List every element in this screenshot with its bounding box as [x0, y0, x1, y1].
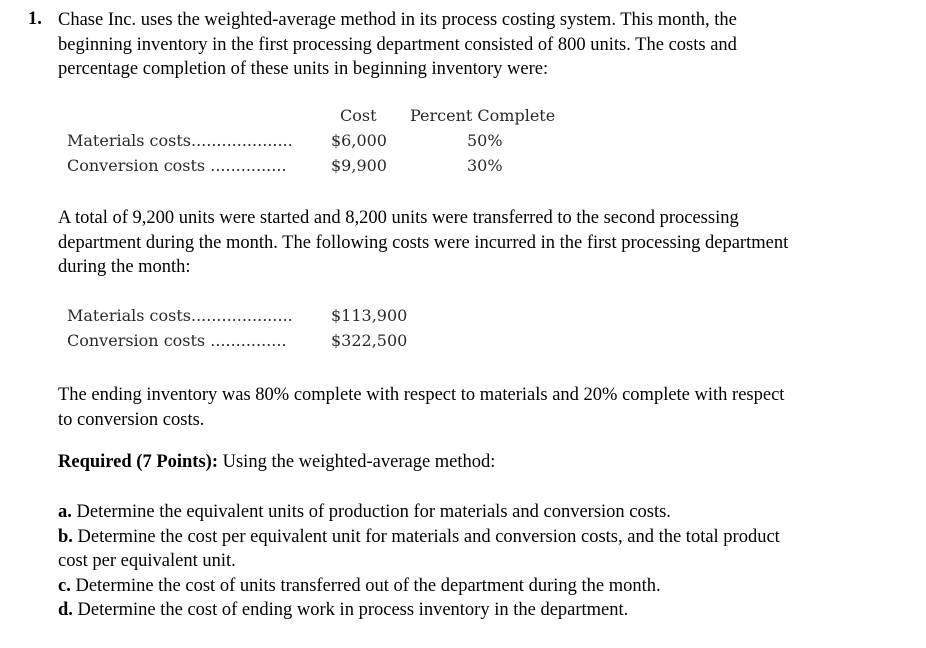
ending-line: to conversion costs. [58, 409, 205, 430]
col-header-cost: Cost [340, 106, 377, 125]
question-number: 1. [28, 9, 42, 29]
row-label-text: Materials costs [67, 131, 191, 150]
col-header-percent-complete: Percent Complete [410, 106, 556, 125]
ending-paragraph [58, 383, 784, 432]
task-text: Determine the cost of units transferred out of the department during the month. [70, 575, 661, 596]
cost-value: $6,000 [331, 131, 387, 150]
task-text: Determine the cost per equivalent unit for materials and conversion costs, and the total product [72, 526, 780, 547]
required-label: Required (7 Points): [58, 452, 218, 472]
task-text: cost per equivalent unit. [58, 551, 236, 571]
intro-line: Chase Inc. uses the weighted-average method in its process costing system. This month, the [58, 10, 737, 30]
row-label-conversion [67, 331, 287, 350]
middle-line: during the month: [58, 257, 191, 277]
intro-line: beginning inventory in the first processing department consisted of 800 units. The costs and [58, 34, 737, 55]
row-label-text: Materials costs [67, 306, 191, 325]
row-label-text: Conversion costs [67, 331, 206, 350]
intro-line: percentage completion of these units in beginning inventory were: [58, 59, 549, 79]
row-label-text: Conversion costs [67, 156, 206, 175]
cost-value: $322,500 [331, 331, 408, 350]
task-item [58, 525, 780, 550]
cost-value: $9,900 [331, 156, 387, 175]
task-item [58, 598, 780, 623]
required-paragraph [58, 450, 495, 475]
task-letter: a. [58, 502, 72, 522]
leader-dots: ............... [210, 156, 287, 175]
leader-dots: .................... [190, 306, 293, 325]
task-item-continued [58, 549, 780, 574]
row-label-materials [67, 306, 293, 325]
task-letter: b. [58, 526, 73, 547]
required-line [58, 450, 495, 475]
middle-line: A total of 9,200 units were started and 8,200 units were transferred to the second processing [58, 208, 739, 228]
middle-line: department during the month. The following costs were incurred in the first processing department [58, 232, 789, 253]
leader-dots: .................... [190, 131, 293, 150]
task-text: Determine the cost of ending work in process inventory in the department. [72, 600, 629, 620]
intro-paragraph [58, 8, 737, 82]
percent-value: 30% [467, 156, 503, 175]
cost-value: $113,900 [331, 306, 408, 325]
row-label-conversion [67, 156, 287, 175]
task-letter: d. [58, 600, 73, 620]
task-list [58, 500, 780, 623]
leader-dots: ............... [210, 331, 287, 350]
row-label-materials [67, 131, 293, 150]
task-item [58, 500, 780, 525]
task-letter: c. [58, 575, 71, 596]
task-text: Determine the equivalent units of production for materials and conversion costs. [71, 502, 671, 522]
task-item [58, 574, 780, 599]
middle-paragraph [58, 206, 788, 280]
percent-value: 50% [467, 131, 503, 150]
required-text: Using the weighted-average method: [218, 452, 496, 472]
ending-line: The ending inventory was 80% complete with respect to materials and 20% complete with respect [58, 385, 785, 405]
